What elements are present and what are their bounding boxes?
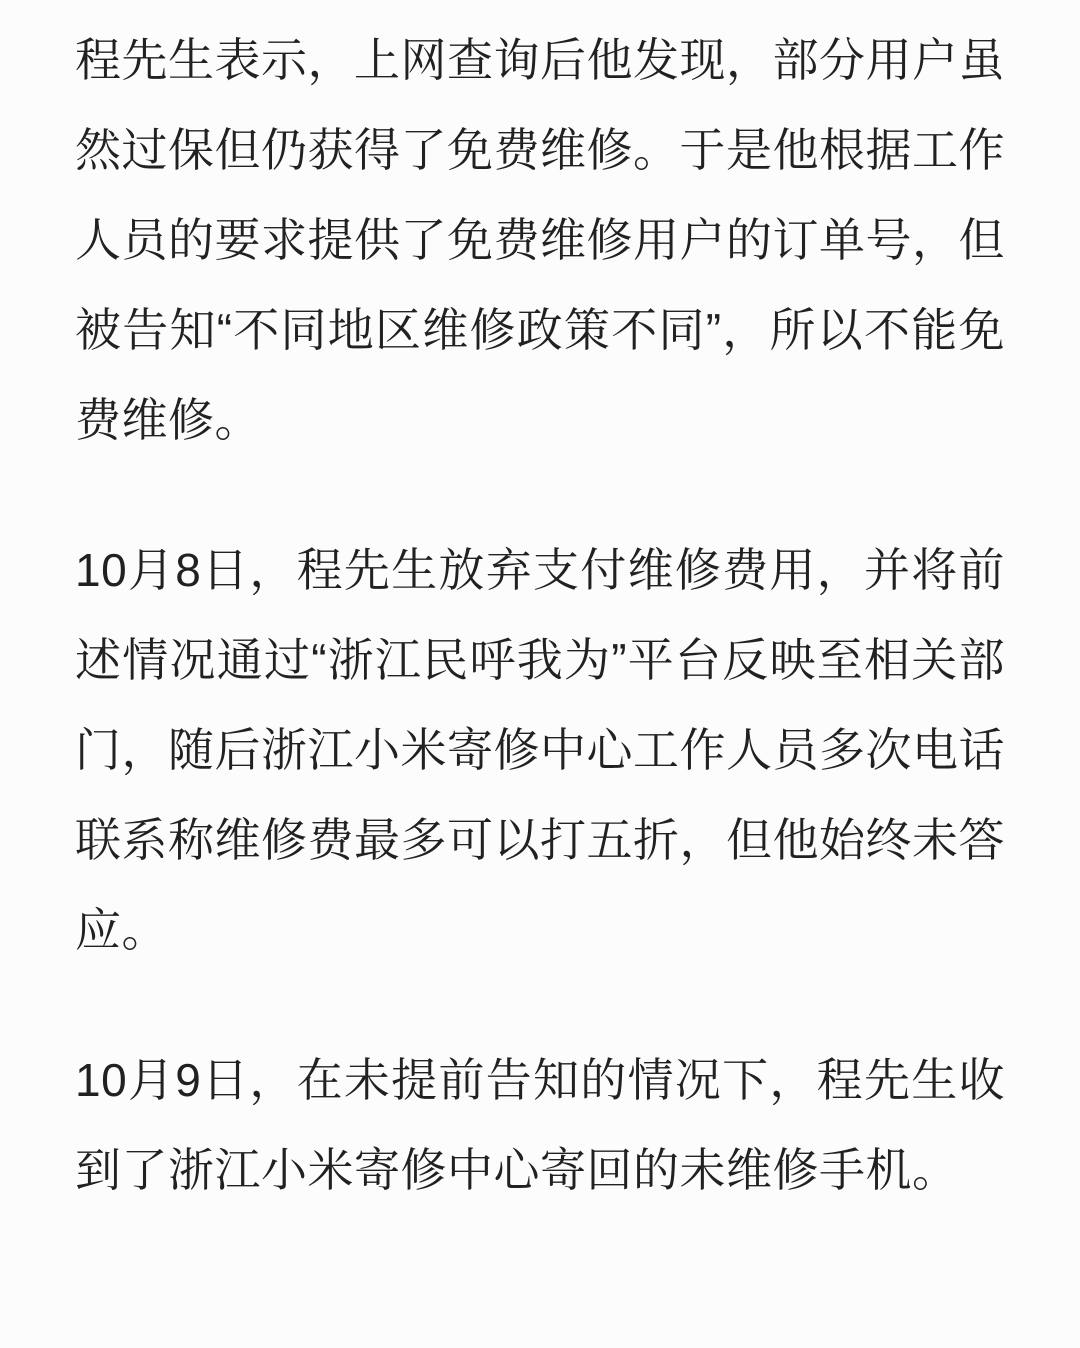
article-paragraph-3: 10月9日，在未提前告知的情况下，程先生收到了浙江小米寄修中心寄回的未维修手机。 xyxy=(75,1054,1005,1196)
article-paragraph-1: 程先生表示，上网查询后他发现，部分用户虽然过保但仍获得了免费维修。于是他根据工作人员的要求提供了免费维修用户的订单号，但被告知“不同地区维修政策不同”，所以不能免费维修。 xyxy=(75,34,1005,446)
article-paragraph-2: 10月8日，程先生放弃支付维修费用，并将前述情况通过“浙江民呼我为”平台反映至相关部门，随后浙江小米寄修中心工作人员多次电话联系称维修费最多可以打五折，但他始终未答应。 xyxy=(75,544,1005,956)
